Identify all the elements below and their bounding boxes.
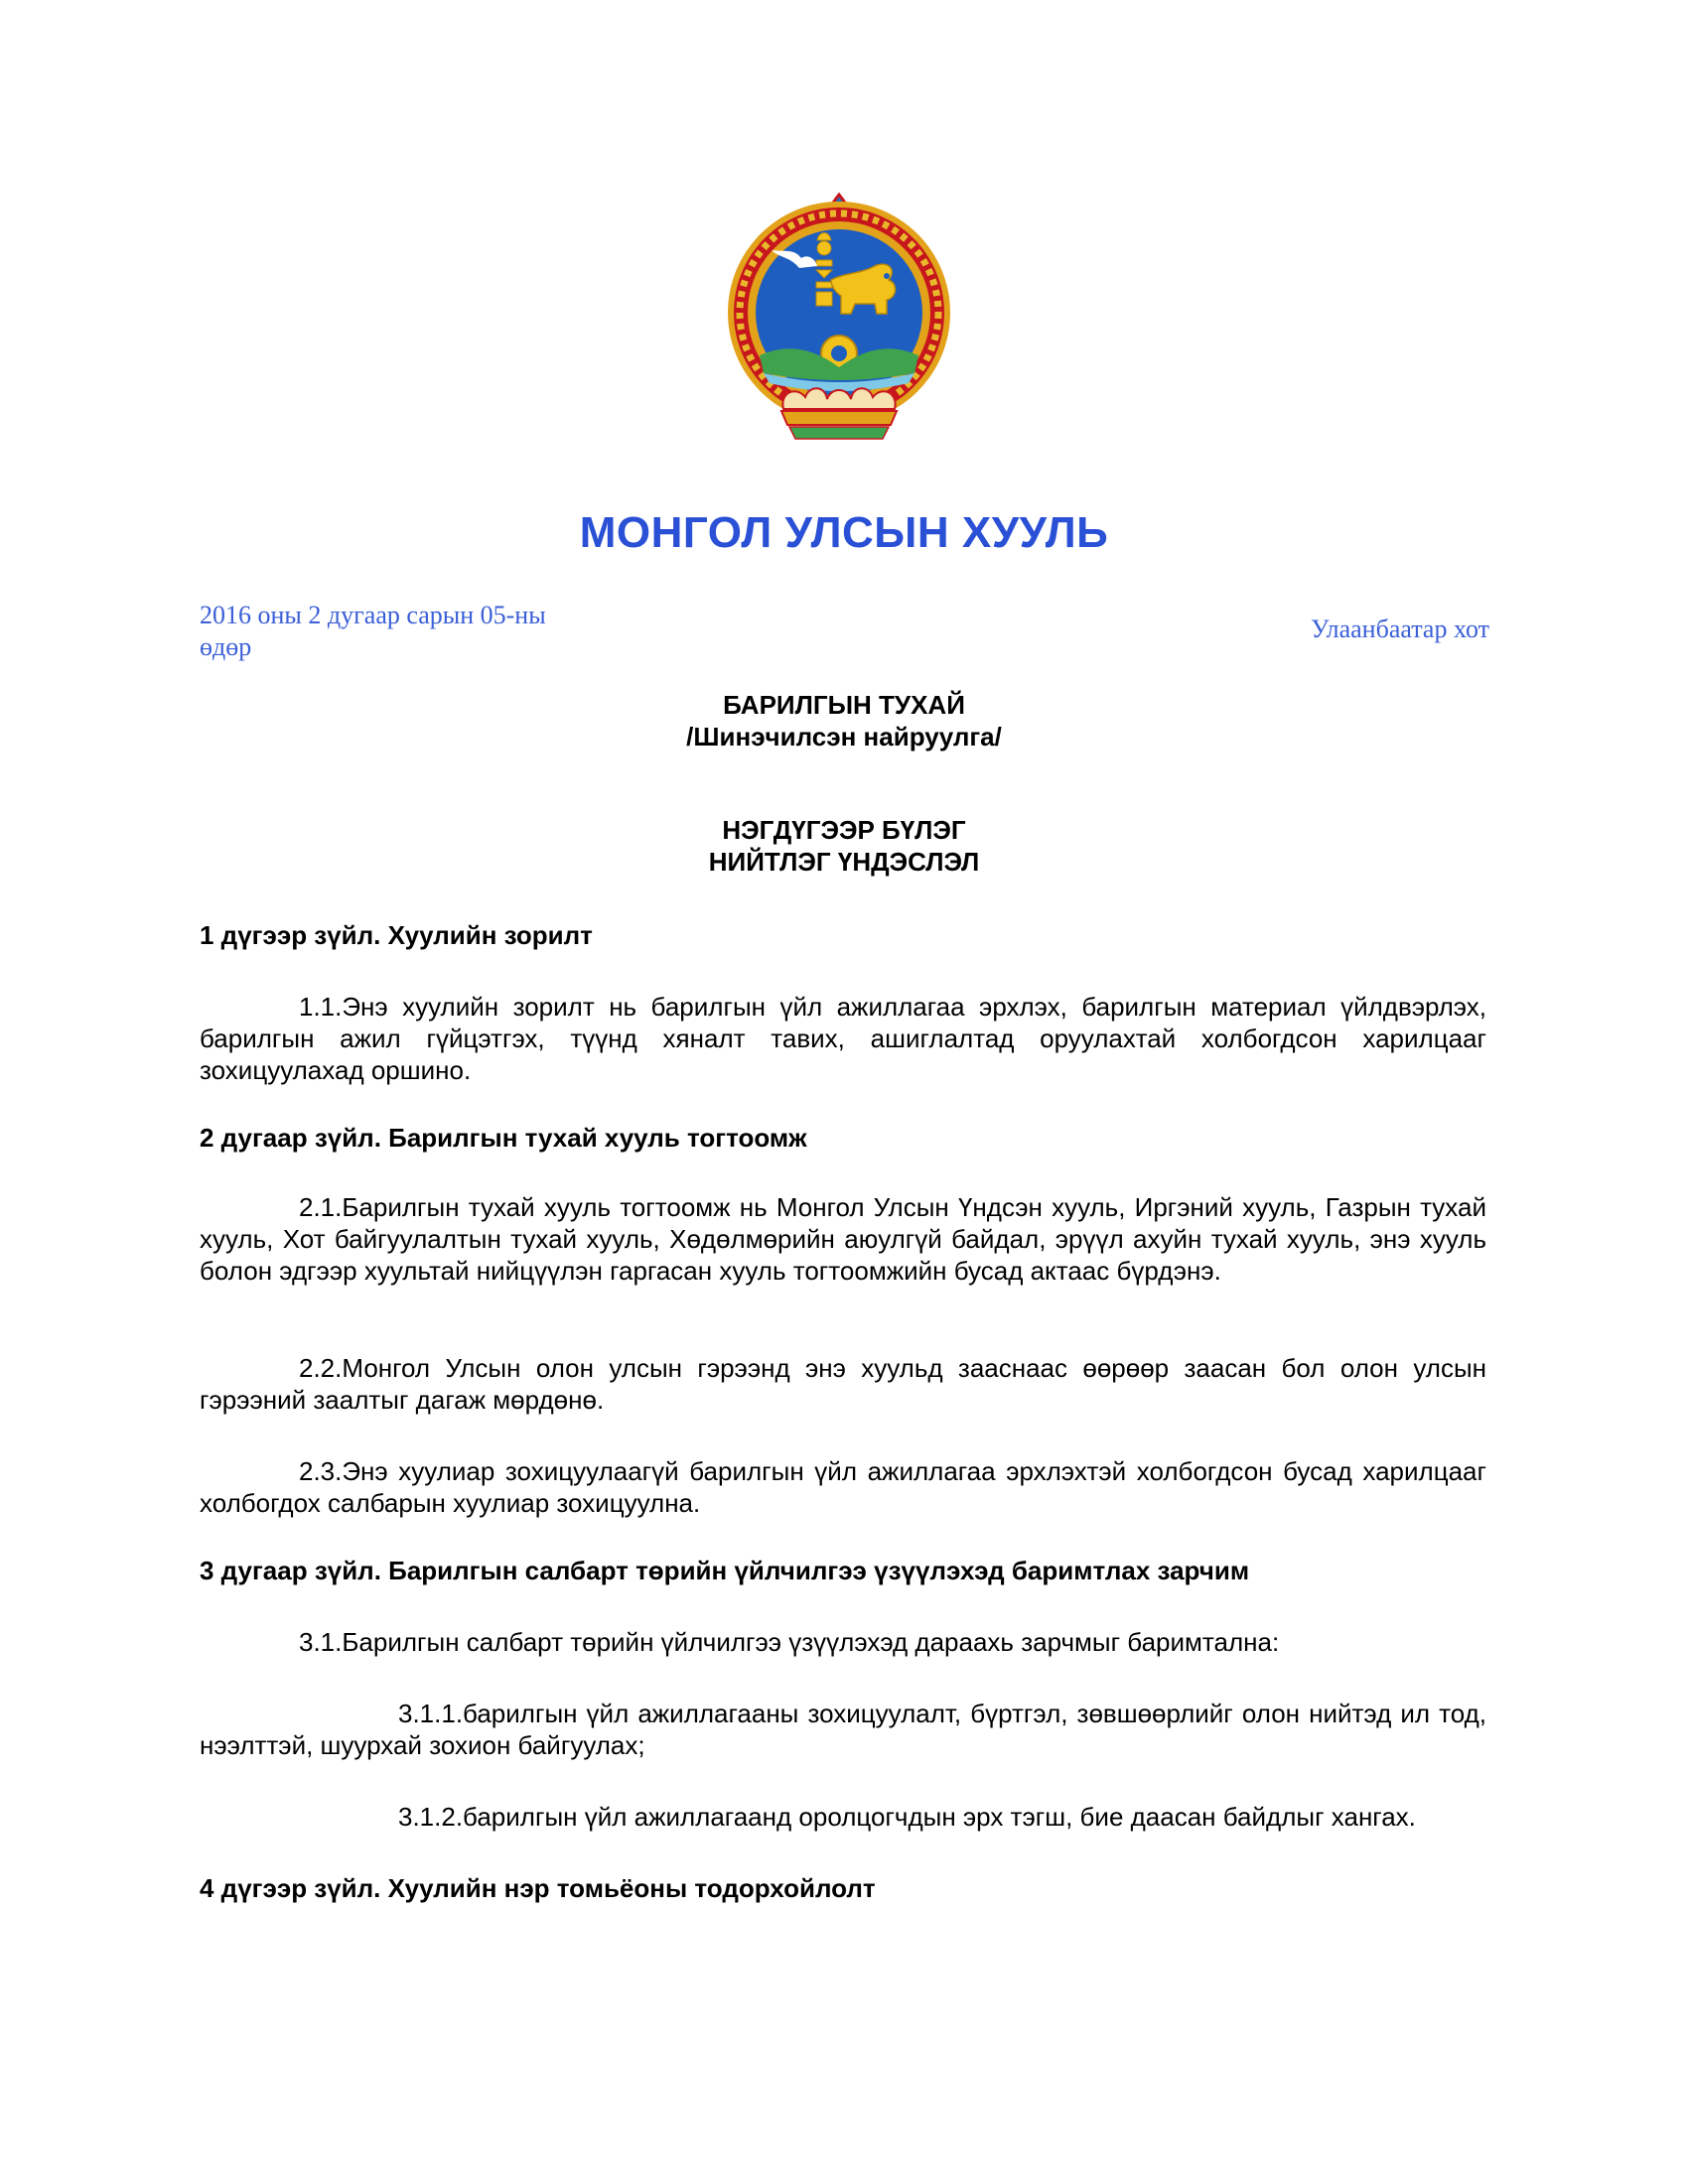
state-emblem-icon xyxy=(720,189,958,455)
article-2-heading: 2 дугаар зүйл. Барилгын тухай хууль тогтоомж xyxy=(200,1123,807,1153)
chapter-number: НЭГДҮГЭЭР БҮЛЭГ xyxy=(722,815,966,845)
article-1-heading: 1 дүгээр зүйл. Хуулийн зорилт xyxy=(200,920,593,950)
chapter-title: НИЙТЛЭГ ҮНДЭСЛЭЛ xyxy=(708,847,980,877)
article-1-paragraph-1: 1.1.Энэ хуулийн зорилт нь барилгын үйл ажиллагаа эрхлэх, барилгын материал үйлдвэрлэх, барилгын ажил гүйцэтгэх, түүнд хяналт тавих, ашиглалтад оруулахтай холбогдсон харилцааг зохицуулахад оршино. xyxy=(200,992,1486,1085)
article-2-paragraph-3: 2.3.Энэ хуулиар зохицуулаагүй барилгын үйл ажиллагаа эрхлэхтэй холбогдсон бусад харилцааг холбогдох салбарын хуулиар зохицуулна. xyxy=(200,1456,1486,1518)
article-3-subparagraph-1: 3.1.1.барилгын үйл ажиллагааны зохицуулалт, бүртгэл, зөвшөөрлийг олон нийтэд ил тод, нээлттэй, шуурхай зохион байгуулах; xyxy=(200,1699,1486,1760)
article-3-subparagraph-2: 3.1.2.барилгын үйл ажиллагаанд оролцогчдын эрх тэгш, бие даасан байдлыг хангах. xyxy=(398,1802,1416,1832)
article-2-paragraph-2: 2.2.Монгол Улсын олон улсын гэрээнд энэ хуульд зааснаас өөрөөр заасан бол олон улсын гэрээний заалтыг дагаж мөрдөнө. xyxy=(200,1353,1486,1415)
document-date: 2016 оны 2 дугаар сарын 05-ны өдөр xyxy=(200,601,546,661)
article-3-paragraph-1: 3.1.Барилгын салбарт төрийн үйлчилгээ үзүүлэхэд дараахь зарчмыг баримтална: xyxy=(299,1627,1280,1657)
law-title: МОНГОЛ УЛСЫН ХУУЛЬ xyxy=(579,508,1109,557)
article-3-heading: 3 дугаар зүйл. Барилгын салбарт төрийн үйлчилгээ үзүүлэхэд баримтлах зарчим xyxy=(200,1556,1250,1585)
document-place: Улаанбаатар хот xyxy=(1311,614,1489,643)
document-subtitle: /Шинэчилсэн найруулга/ xyxy=(686,722,1002,751)
article-2-paragraph-1: 2.1.Барилгын тухай хууль тогтоомж нь Монгол Улсын Үндсэн хууль, Иргэний хууль, Газрын тухай хууль, Хот байгуулалтын тухай хууль, Хөдөлмөрийн аюулгүй байдал, эрүүл ахуйн тухай хууль, энэ хууль болон эдгээр хуультай нийцүүлэн гаргасан хууль тогтоомжийн бусад актаас бүрдэнэ. xyxy=(200,1192,1486,1286)
document-title: БАРИЛГЫН ТУХАЙ xyxy=(723,690,965,720)
article-4-heading: 4 дүгээр зүйл. Хуулийн нэр томьёоны тодорхойлолт xyxy=(200,1873,876,1903)
